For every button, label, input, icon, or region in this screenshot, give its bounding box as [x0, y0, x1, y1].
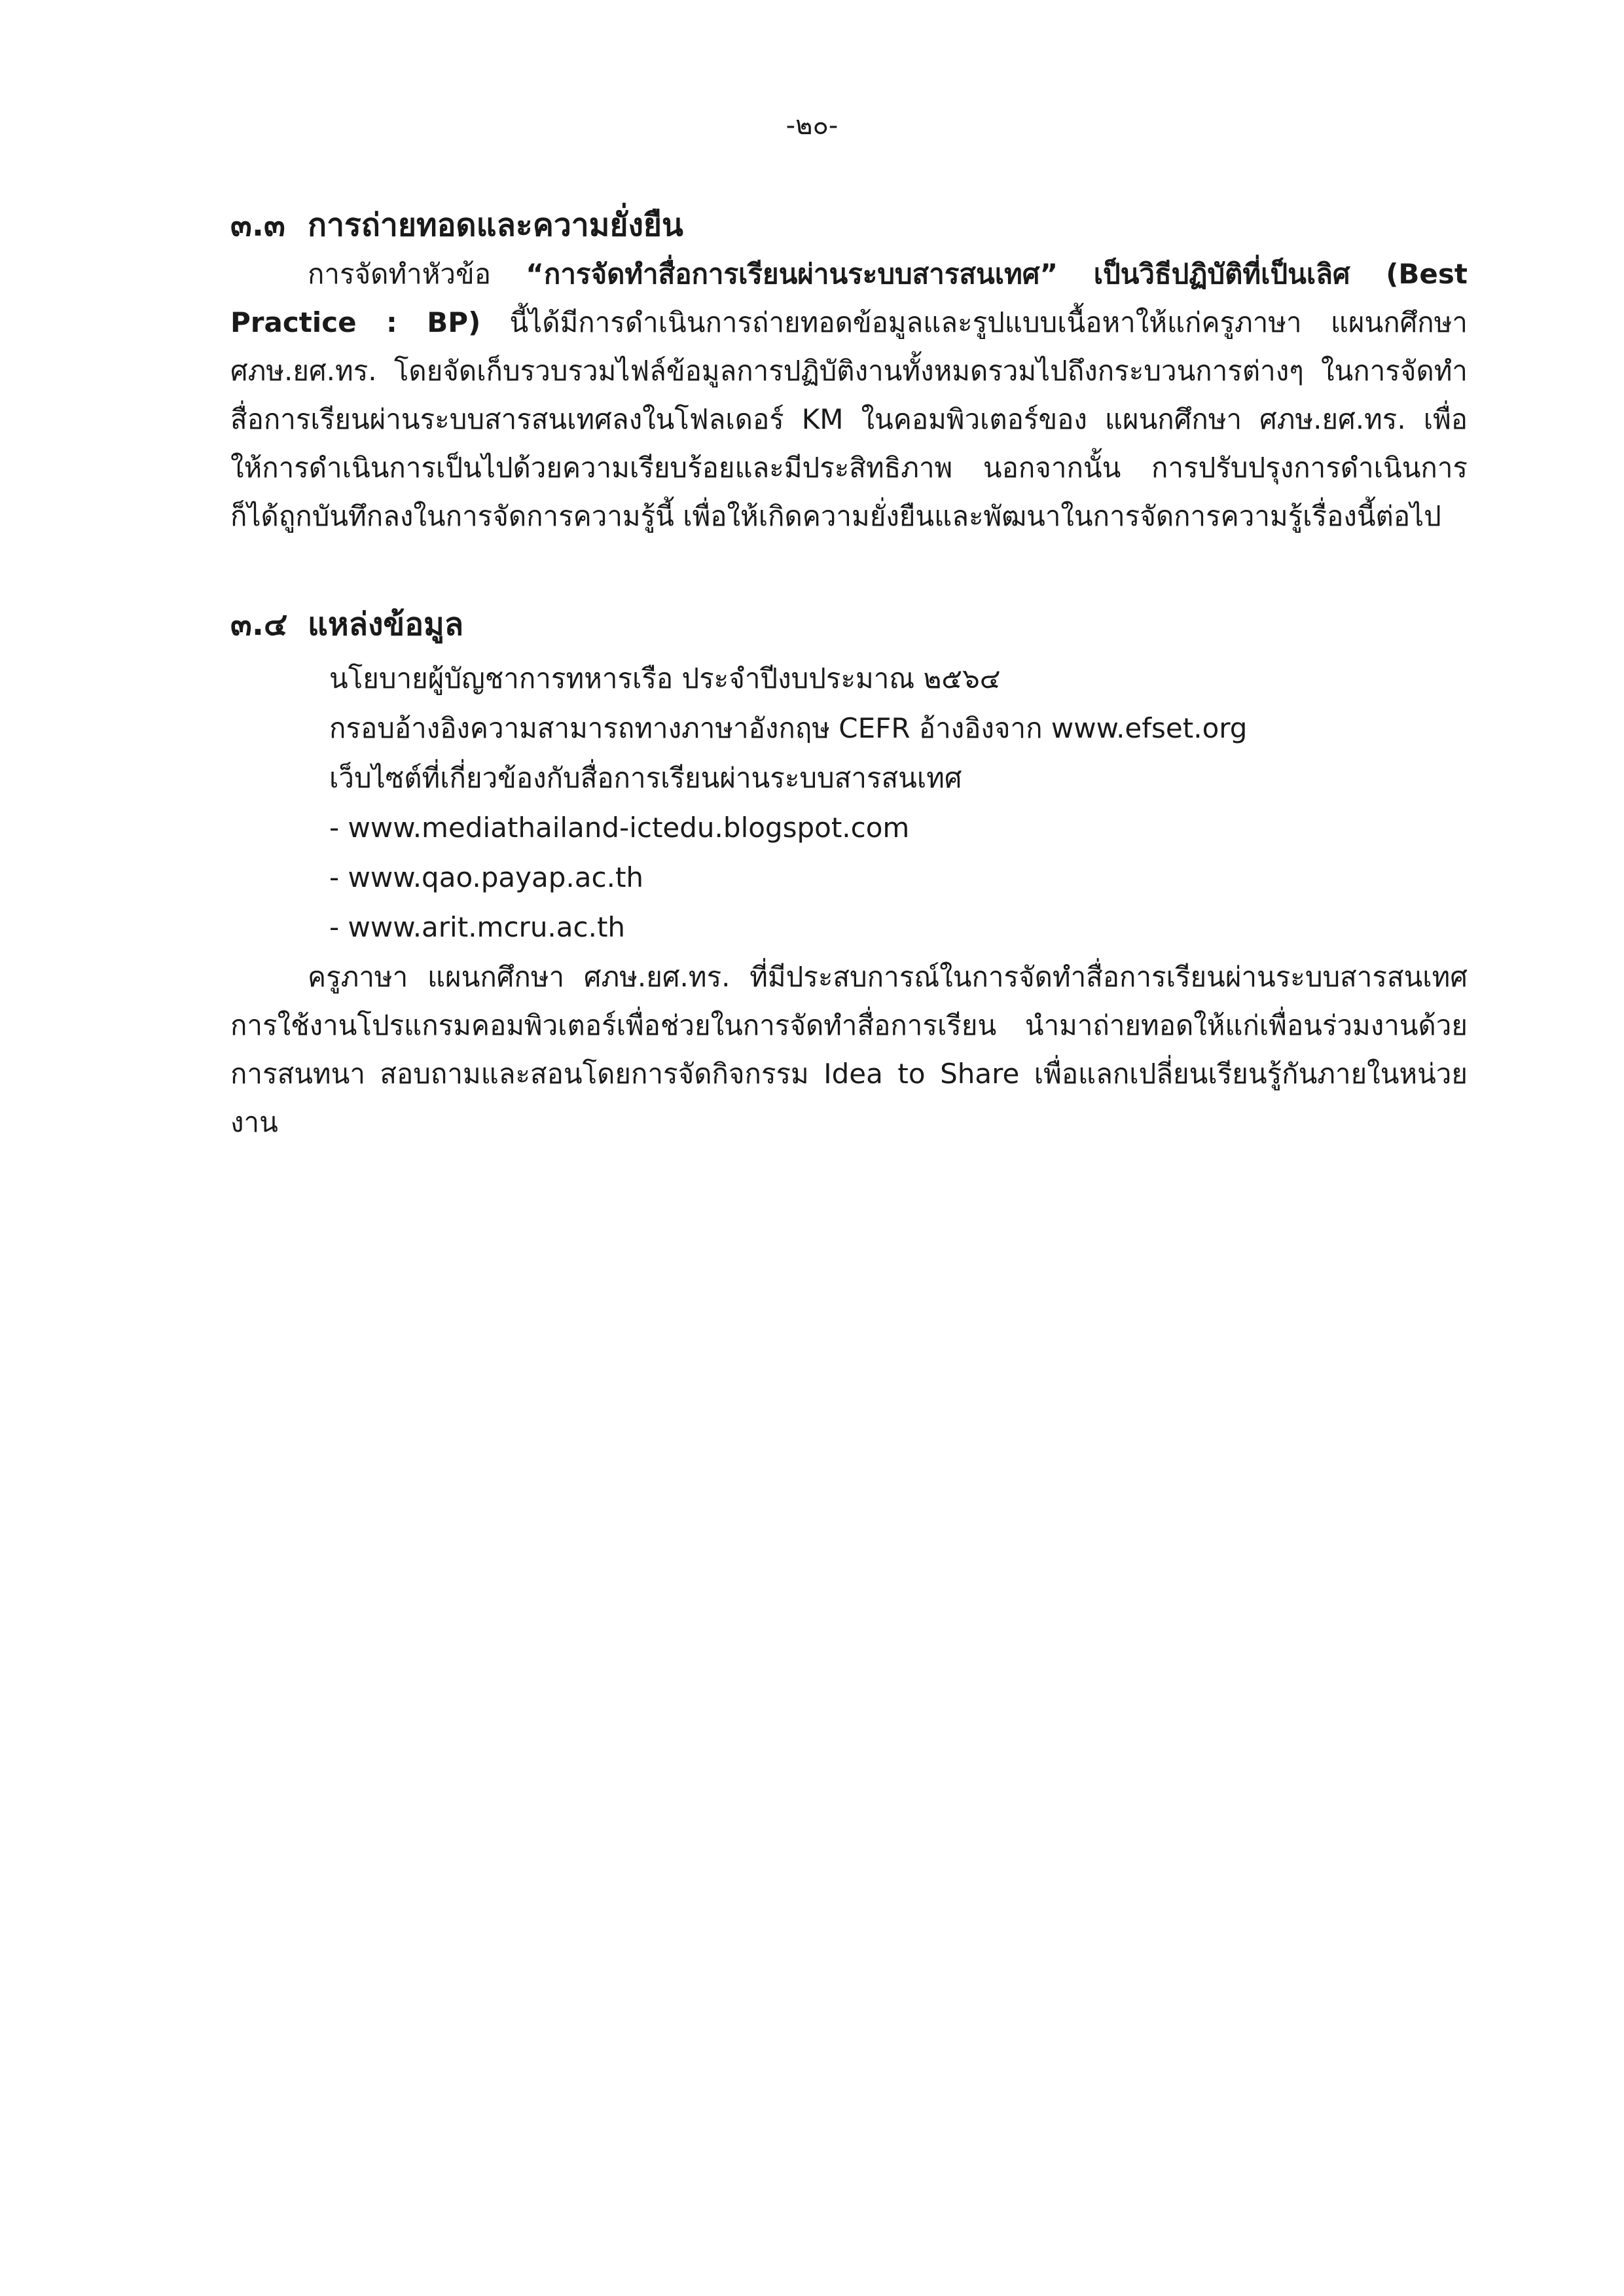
- section-3-3-number: ๓.๓: [230, 207, 285, 243]
- source-link: - www.arit.mcru.ac.th: [329, 911, 626, 943]
- paragraph-bold-title: “การจัดทำสื่อการเรียนผ่านระบบสารสนเทศ” เป็นวิธีปฏิบัติที่เป็นเลิศ (Best Practice : BP): [230, 258, 1468, 338]
- paragraph-body: นี้ได้มีการดำเนินการถ่ายทอดข้อมูลและรูปแบบเนื้อหาให้แก่ครูภาษา แผนกศึกษา ศภษ.ยศ.ทร. โดยจัดเก็บรวบรวมไฟล์ข้อมูลการปฏิบัติงานทั้งหมดรวมไปถึงกระบวนการต่างๆ ในการจัดทำสื่อการเรียนผ่านระบบสารสนเทศลงในโฟลเดอร์ KM ในคอมพิวเตอร์ของ แผนกศึกษา ศภษ.ยศ.ทร. เพื่อให้การดำเนินการเป็นไปด้วยความเรียบร้อยและมีประสิทธิภาพ นอกจากนั้น การปรับปรุงการดำเนินการก็ได้ถูกบันทึกลงในการจัดการความรู้นี้ เพื่อให้เกิดความยั่งยืนและพัฒนาในการจัดการความรู้เรื่องนี้ต่อไป: [230, 306, 1468, 532]
- section-3-3-paragraph: [230, 250, 1468, 541]
- paragraph-intro: การจัดทำหัวข้อ: [308, 258, 491, 290]
- section-3-4-heading: [230, 603, 463, 645]
- source-line: กรอบอ้างอิงความสามารถทางภาษาอังกฤษ CEFR อ้างอิงจาก www.efset.org: [329, 712, 1248, 744]
- section-3-4-title: แหล่งข้อมูล: [308, 606, 464, 643]
- section-3-3-heading: [230, 204, 683, 246]
- source-line: เว็บไซต์ที่เกี่ยวข้องกับสื่อการเรียนผ่านระบบสารสนเทศ: [329, 762, 962, 794]
- source-line: นโยบายผู้บัญชาการทหารเรือ ประจำปีงบประมาณ ๒๕๖๔: [329, 662, 1001, 694]
- section-3-4-number: ๓.๔: [230, 606, 288, 643]
- closing-paragraph-text: ครูภาษา แผนกศึกษา ศภษ.ยศ.ทร. ที่มีประสบการณ์ในการจัดทำสื่อการเรียนผ่านระบบสารสนเทศ การใช้งานโปรแกรมคอมพิวเตอร์เพื่อช่วยในการจัดทำสื่อการเรียน นำมาถ่ายทอดให้แก่เพื่อนร่วมงานด้วยการสนทนา สอบถามและสอนโดยการจัดกิจกรรม Idea to Share เพื่อแลกเปลี่ยนเรียนรู้กันภายในหน่วยงาน: [230, 961, 1468, 1138]
- source-link: - www.qao.payap.ac.th: [329, 861, 644, 893]
- source-link: - www.mediathailand-ictedu.blogspot.com: [329, 812, 910, 844]
- section-3-3-title: การถ่ายทอดและความยั่งยืน: [308, 207, 683, 243]
- section-3-4-closing-paragraph: [230, 953, 1468, 1147]
- page-number: -๒๐-: [785, 111, 839, 141]
